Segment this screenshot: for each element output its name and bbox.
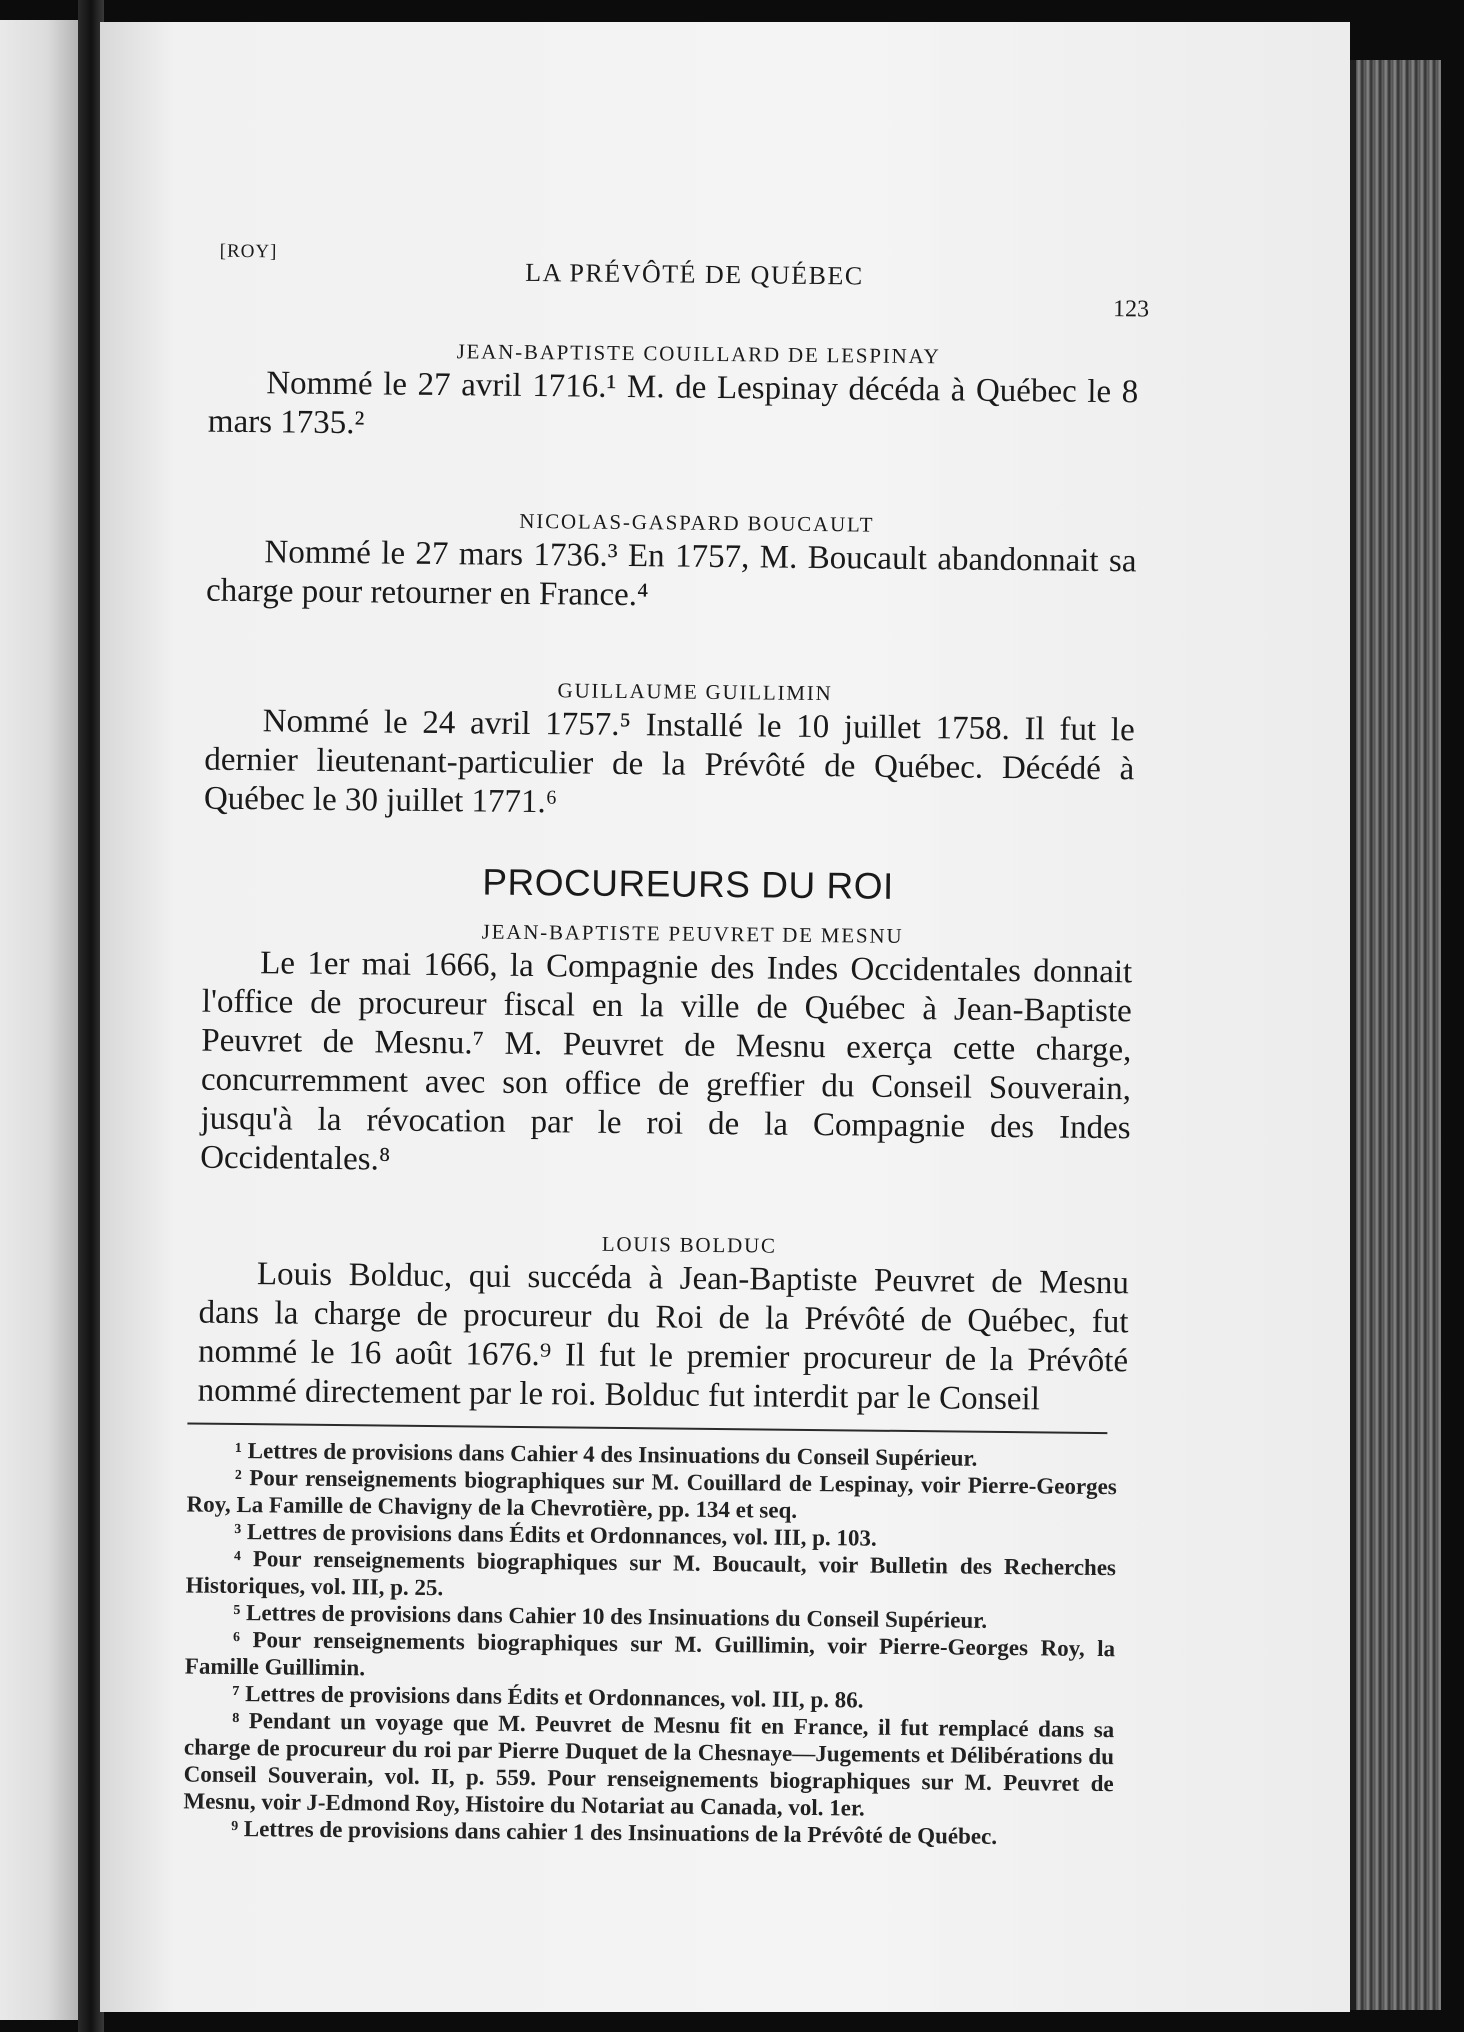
entry-text: Nommé le 27 avril 1716.¹ M. de Lespinay décéda à Québec le 8 mars 1735.² bbox=[207, 365, 1139, 442]
facing-page-edge bbox=[0, 20, 78, 2020]
entry-name: LOUIS BOLDUC bbox=[601, 1231, 777, 1258]
entry-name: JEAN-BAPTISTE PEUVRET DE MESNU bbox=[481, 919, 904, 948]
entry-name: NICOLAS-GASPARD BOUCAULT bbox=[519, 508, 875, 537]
footnote: ¹ Lettres de provisions dans Cahier 4 des Insinuations du Conseil Supérieur. bbox=[234, 1437, 978, 1471]
entry-text: Louis Bolduc, qui succéda à Jean-Baptiste Peuvret de Mesnu dans la charge de procureur du Roi de la Prévôté de Québec, fut nommé le 16 août 1676.⁹ Il fut le premier procureur de la Prévôté nommé directement par le roi. Bolduc fut interdit par le Conseil bbox=[197, 1256, 1130, 1418]
footnote: ⁸ Pendant un voyage que M. Peuvret de Mesnu fit en France, il fut remplacé dans sa charge de procureur du roi par Pierre Duquet de la Chesnaye—Jugements et Délibérations du Conseil Souverain, vol. II, p. 559. Pour renseignements biographiques sur M. Peuvret de Mesnu, voir J-Edmond Roy, Histoire du Notariat au Canada, vol. 1er. bbox=[183, 1707, 1115, 1821]
footnote: ² Pour renseignements biographiques sur M. Couillard de Lespinay, voir Pierre-Georges Roy, La Famille de Chavigny de la Chevrotière, pp. 134 et seq. bbox=[186, 1464, 1117, 1523]
footnotes bbox=[183, 1436, 1117, 1851]
entry-text: Le 1er mai 1666, la Compagnie des Indes Occidentales donnait l'office de procureur fiscal en la ville de Québec à Jean-Baptiste Peuvret de Mesnu.⁷ M. Peuvret de Mesnu exerça cette charge, concurremment avec son office de greffier du Conseil Souverain, jusqu'à la révocation par le roi de la Compagnie des Indes Occidentales.⁸ bbox=[199, 945, 1133, 1178]
footnote-rule bbox=[187, 1422, 1107, 1434]
entry-text: Nommé le 24 avril 1757.⁵ Installé le 10 juillet 1758. Il fut le dernier lieutenant-particulier de la Prévôté de Québec. Décédé à Québec le 30 juillet 1771.⁶ bbox=[203, 703, 1135, 821]
footnote: ⁵ Lettres de provisions dans Cahier 10 des Insinuations du Conseil Supérieur. bbox=[233, 1599, 988, 1633]
entry-text: Nommé le 27 mars 1736.³ En 1757, M. Boucault abandonnait sa charge pour retourner en France.⁴ bbox=[205, 534, 1137, 614]
entry-name: JEAN-BAPTISTE COUILLARD DE LESPINAY bbox=[456, 339, 941, 369]
running-head-author: [ROY] bbox=[219, 240, 278, 263]
running-head-title: LA PRÉVÔTÉ DE QUÉBEC bbox=[525, 257, 864, 291]
footnote: ⁹ Lettres de provisions dans cahier 1 des Insinuations de la Prévôté de Québec. bbox=[231, 1815, 998, 1849]
footnote: ⁴ Pour renseignements biographiques sur M. Boucault, voir Bulletin des Recherches Historiques, vol. III, p. 25. bbox=[185, 1545, 1117, 1601]
page-content bbox=[133, 220, 1150, 1851]
footnote: ⁷ Lettres de provisions dans Édits et Ordonnances, vol. III, p. 86. bbox=[232, 1680, 864, 1713]
entry-name: GUILLAUME GUILLIMIN bbox=[557, 678, 833, 706]
page-stack-edges bbox=[1350, 60, 1441, 2010]
section-heading: PROCUREURS DU ROI bbox=[482, 861, 894, 907]
page-number: 123 bbox=[1112, 296, 1150, 323]
running-head bbox=[149, 220, 1150, 323]
footnote: ³ Lettres de provisions dans Édits et Ordonnances, vol. III, p. 103. bbox=[234, 1518, 877, 1551]
footnote: ⁶ Pour renseignements biographiques sur M. Guillimin, voir Pierre-Georges Roy, la Famille Guillimin. bbox=[184, 1626, 1116, 1681]
